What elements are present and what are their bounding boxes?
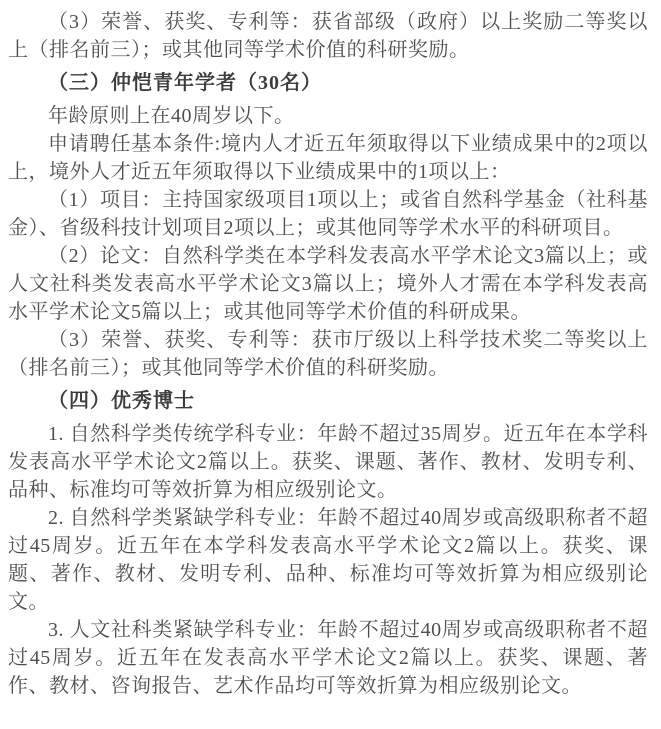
section-heading-zhongkai-young-scholar: （三）仲恺青年学者（30名） — [48, 72, 322, 94]
paragraph-humanities-scarce: 3. 人文社科类紧缺学科专业：年龄不超过40周岁或高级职称者不超过45周岁。近五年在发表高水平学术论文2篇以上。获奖、课题、著作、教材、咨询报告、艺术作品均可等效折算为相应级别论文。 — [8, 619, 648, 697]
paragraph-age-limit: 年龄原则上在40周岁以下。 — [48, 105, 295, 127]
paragraph-item-projects: （1）项目：主持国家级项目1项以上；或省自然科学基金（社科基金）、省级科技计划项目2项以上；或其他同等学术水平的科研项目。 — [8, 189, 648, 239]
paragraph-application-conditions: 申请聘任基本条件:境内人才近五年须取得以下业绩成果中的2项以上，境外人才近五年须取得以下业绩成果中的1项以上： — [8, 133, 648, 183]
paragraph-natural-science-scarce: 2. 自然科学类紧缺学科专业：年龄不超过40周岁或高级职称者不超过45周岁。近五年在本学科发表高水平学术论文2篇以上。获奖、课题、著作、教材、发明专利、品种、标准均可等效折算为相应级别论文。 — [8, 507, 648, 613]
section-heading-outstanding-doctor: （四）优秀博士 — [48, 390, 195, 412]
paragraph-item-honors-municipal: （3）荣誉、获奖、专利等：获市厅级以上科学技术奖二等奖以上（排名前三）；或其他同等学术价值的科研奖励。 — [8, 329, 648, 379]
paragraph-item-papers: （2）论文：自然科学类在本学科发表高水平学术论文3篇以上；或人文社科类发表高水平学术论文3篇以上；境外人才需在本学科发表高水平学术论文5篇以上；或其他同等学术价值的科研成果。 — [8, 245, 648, 323]
paragraph-honors-provincial: （3）荣誉、获奖、专利等：获省部级（政府）以上奖励二等奖以上（排名前三）；或其他同等学术价值的科研奖励。 — [8, 11, 648, 61]
paragraph-natural-science-traditional: 1. 自然科学类传统学科专业：年龄不超过35周岁。近五年在本学科发表高水平学术论文2篇以上。获奖、课题、著作、教材、发明专利、品种、标准均可等效折算为相应级别论文。 — [8, 423, 648, 501]
